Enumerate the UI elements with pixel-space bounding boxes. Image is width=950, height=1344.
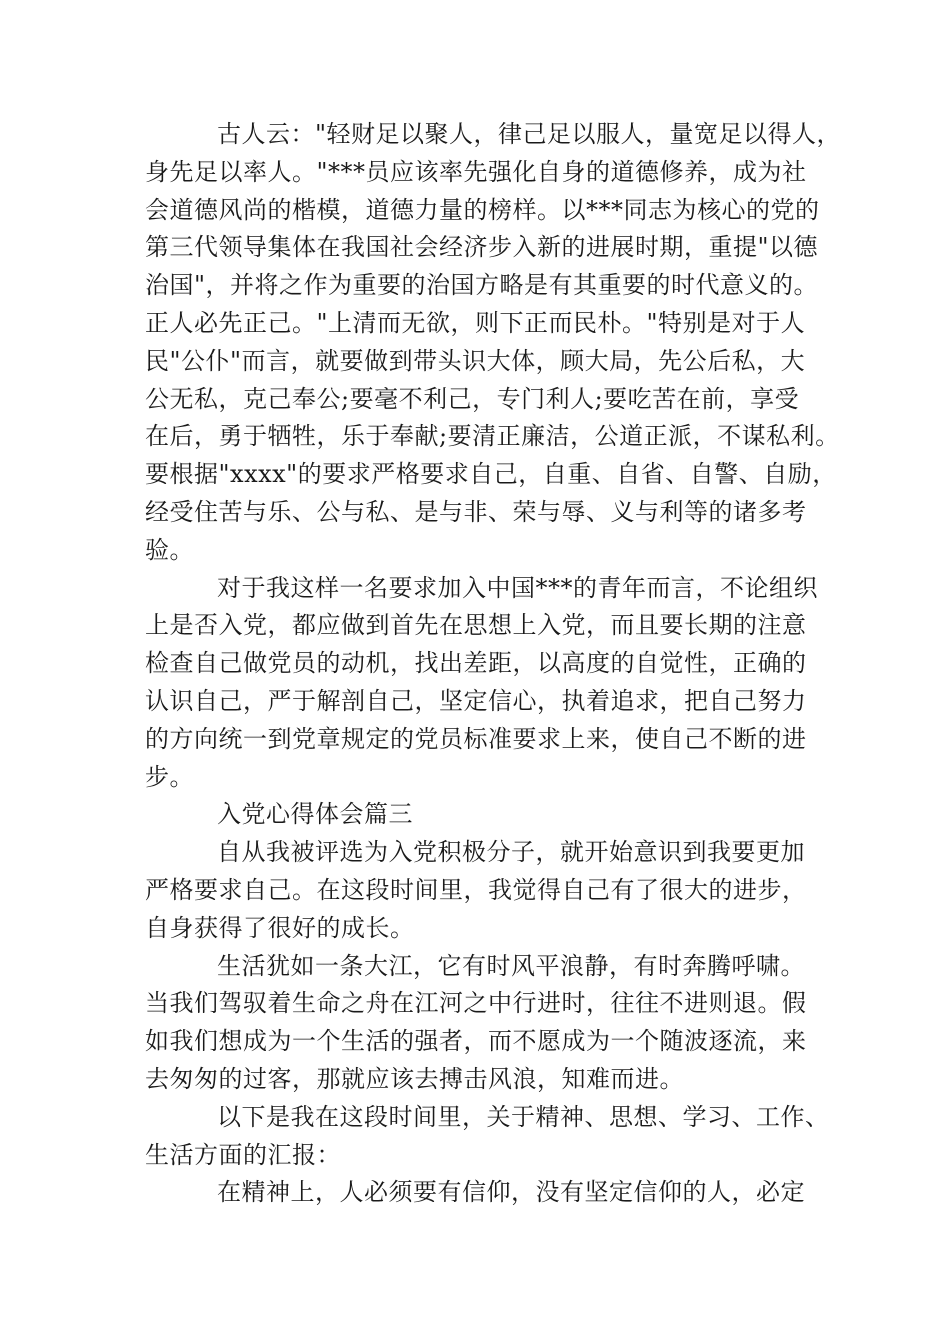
paragraph-line: 上是否入党，都应做到首先在思想上入党，而且要长期的注意 [145,611,807,640]
paragraph-line: 经受住苦与乐、公与私、是与非、荣与辱、义与利等的诸多考 [145,497,807,526]
paragraph-line: 严格要求自己。在这段时间里，我觉得自己有了很大的进步， [145,875,807,904]
paragraph-line: 第三代领导集体在我国社会经济步入新的进展时期，重提"以德 [145,233,819,262]
paragraph-line: 去匆匆的过客，那就应该去搏击风浪，知难而进。 [145,1064,684,1093]
paragraph-line: 在精神上，人必须要有信仰，没有坚定信仰的人，必定 [217,1178,805,1207]
paragraph-line: 认识自己，严于解剖自己，坚定信心，执着追求，把自己努力 [145,686,807,715]
paragraph-line: 身先足以率人。"***员应该率先强化自身的道德修养，成为社 [145,157,807,186]
paragraph-line: 在后，勇于牺牲，乐于奉献;要清正廉洁，公道正派，不谋私利。 [145,422,840,451]
paragraph-line: 正人必先正己。"上清而无欲，则下正而民朴。"特别是对于人 [145,308,806,337]
paragraph-line: 要根据"xxxx"的要求严格要求自己，自重、自省、自警、自励， [145,460,837,489]
paragraph-line: 公无私，克己奉公;要毫不利己，专门利人;要吃苦在前，享受 [145,384,800,413]
document-page [145,116,842,1212]
paragraph-line: 自从我被评选为入党积极分子，就开始意识到我要更加 [217,838,805,867]
paragraph-line: 对于我这样一名要求加入中国***的青年而言，不论组织 [217,573,818,602]
paragraph-line: 检查自己做党员的动机，找出差距，以高度的自觉性，正确的 [145,649,807,678]
section-heading: 入党心得体会篇三 [217,800,413,829]
paragraph-line: 民"公仆"而言，就要做到带头识大体，顾大局，先公后私，大 [145,346,806,375]
paragraph-line: 生活方面的汇报： [145,1140,341,1169]
paragraph-line: 生活犹如一条大江，它有时风平浪静，有时奔腾呼啸。 [217,951,805,980]
paragraph-line: 古人云："轻财足以聚人，律己足以服人，量宽足以得人， [217,120,842,148]
paragraph-line: 验。 [145,535,194,564]
paragraph-line: 自身获得了很好的成长。 [145,913,415,942]
paragraph-line: 的方向统一到党章规定的党员标准要求上来，使自己不断的进 [145,724,807,753]
paragraph-line: 当我们驾驭着生命之舟在江河之中行进时，往往不进则退。假 [145,989,807,1018]
paragraph-line: 如我们想成为一个生活的强者，而不愿成为一个随波逐流，来 [145,1027,807,1056]
paragraph-line: 治国"，并将之作为重要的治国方略是有其重要的时代意义的。 [145,271,819,300]
paragraph-line: 步。 [145,762,194,791]
paragraph-line: 会道德风尚的楷模，道德力量的榜样。以***同志为核心的党的 [145,195,820,224]
paragraph-line: 以下是我在这段时间里，关于精神、思想、学习、工作、 [217,1102,830,1131]
